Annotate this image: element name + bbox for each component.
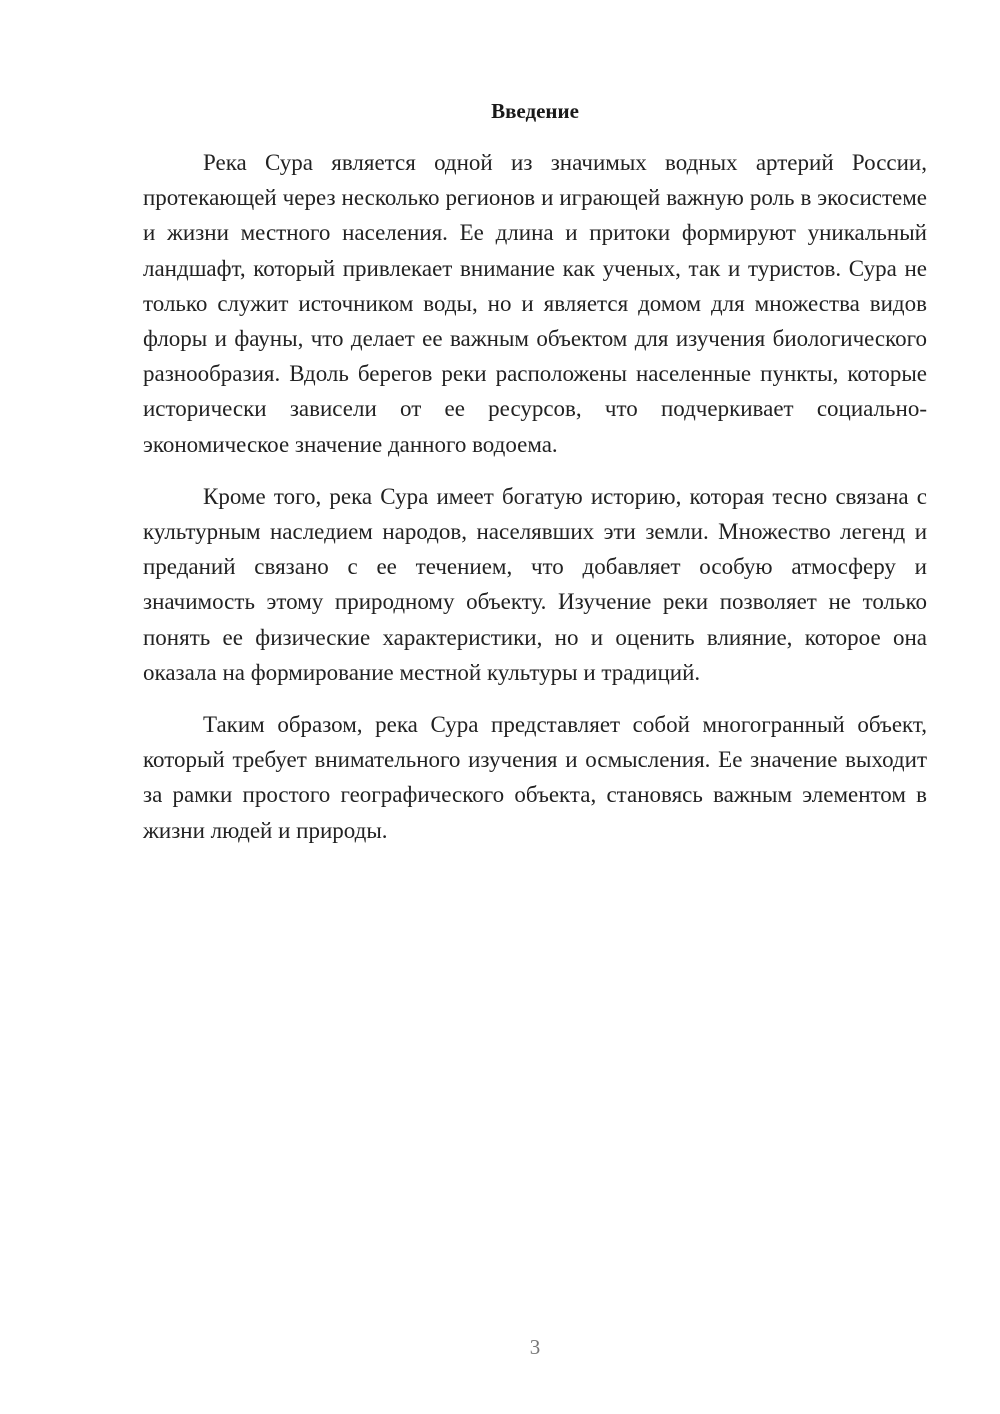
- paragraph-1: Река Сура является одной из значимых водных артерий России, протекающей через несколько регионов и играющей важную роль в экосистеме и жизни местного населения. Ее длина и притоки формируют уникальный ландшафт, который привлекает внимание как ученых, так и туристов. Сура не только служит источником воды, но и является домом для множества видов флоры и фауны, что делает ее важным объектом для изучения биологического разнообразия. Вдоль берегов реки расположены населенные пункты, которые исторически зависели от ее ресурсов, что подчеркивает социально-экономическое значение данного водоема.: [143, 150, 927, 457]
- paragraph-3: Таким образом, река Сура представляет собой многогранный объект, который требует внимательного изучения и осмысления. Ее значение выходит за рамки простого географического объекта, становясь важным элементом в жизни людей и природы.: [143, 712, 927, 843]
- body-text: [143, 145, 927, 848]
- section-heading: Введение: [491, 99, 579, 123]
- paragraph-2: Кроме того, река Сура имеет богатую историю, которая тесно связана с культурным наследием народов, населявших эти земли. Множество легенд и преданий связано с ее течением, что добавляет особую атмосферу и значимость этому природному объекту. Изучение реки позволяет не только понять ее физические характеристики, но и оценить влияние, которое она оказала на формирование местной культуры и традиций.: [143, 483, 927, 685]
- page-number: 3: [529, 1335, 541, 1359]
